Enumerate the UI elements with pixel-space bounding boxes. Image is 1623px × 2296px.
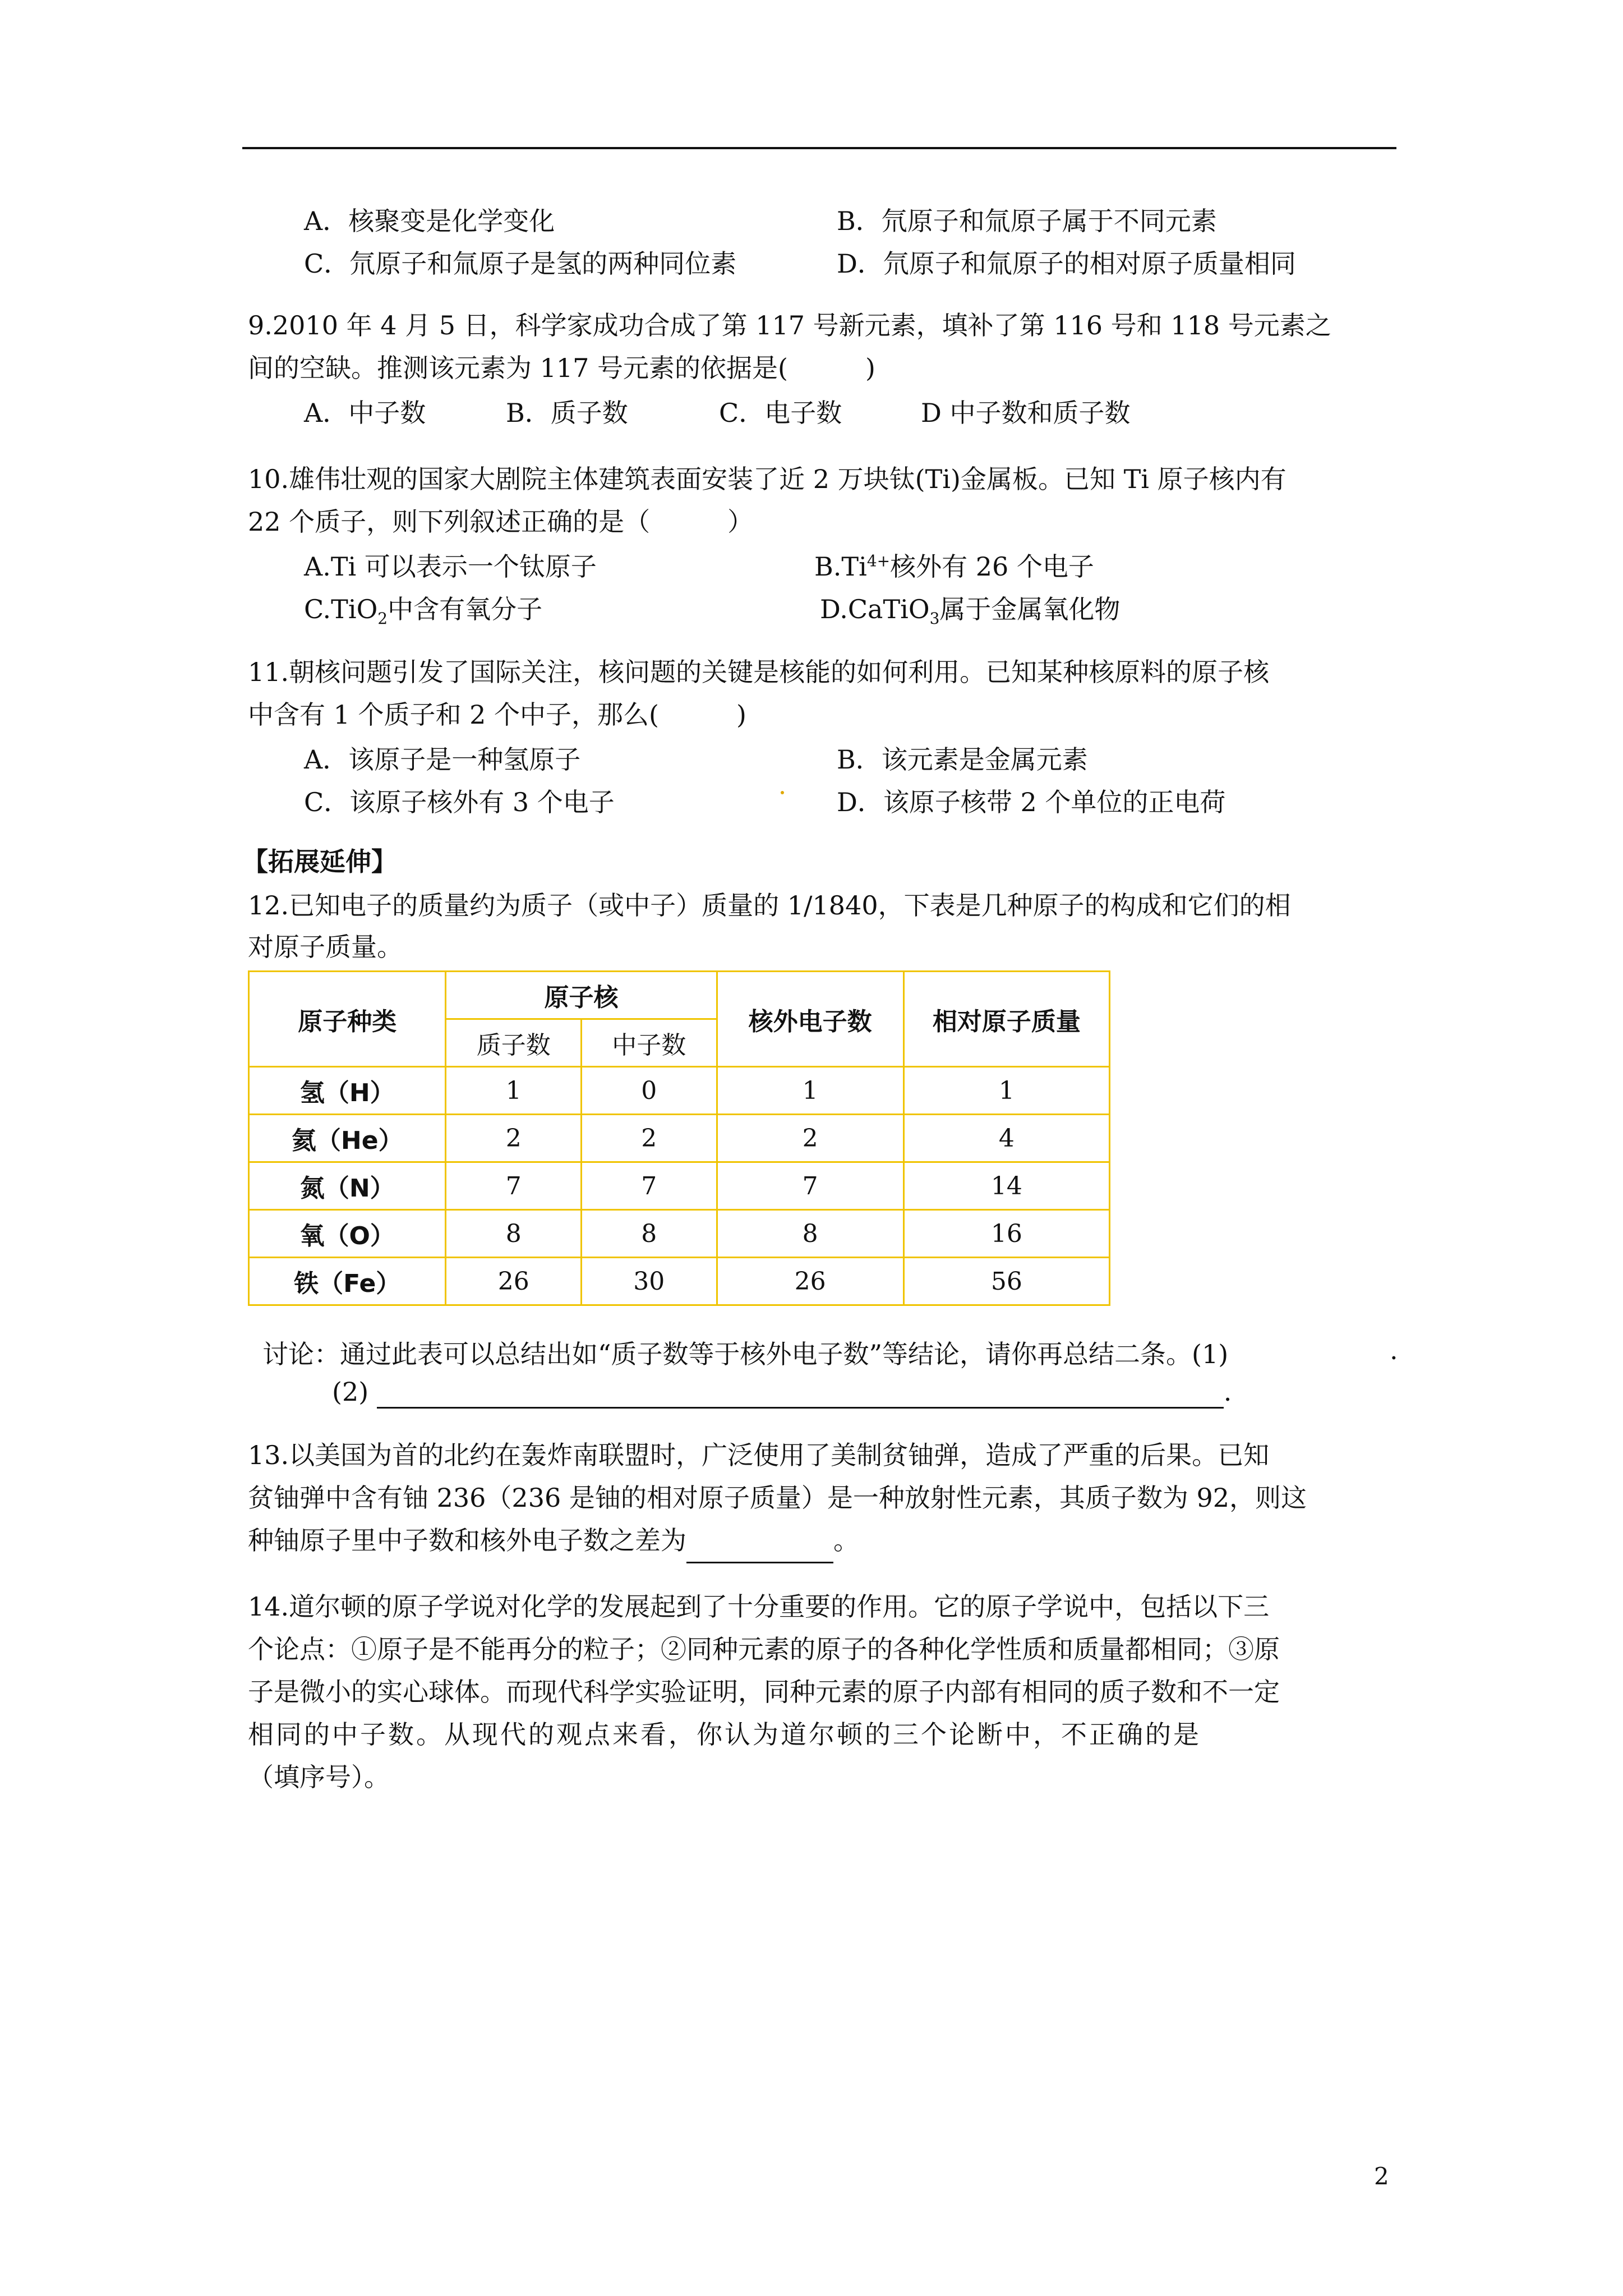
table-row <box>249 1258 1110 1305</box>
q10-option-a: A.Ti 可以表示一个钛原子 <box>304 551 597 582</box>
cell-name: 氧（O） <box>249 1210 446 1258</box>
cell-neutrons: 8 <box>582 1210 717 1258</box>
stray-dot <box>781 791 784 794</box>
cell-name: 氦（He） <box>249 1115 446 1162</box>
q13-line-1: 13.以美国为首的北约在轰炸南联盟时，广泛使用了美制贫铀弹，造成了严重的后果。已知 <box>248 1440 1270 1470</box>
cell-mass: 56 <box>903 1258 1109 1305</box>
table-row <box>249 1210 1110 1258</box>
atom-table <box>248 970 1110 1306</box>
q11-line-1: 11.朝核问题引发了国际关注，核问题的关键是核能的如何利用。已知某种核原料的原子核 <box>248 657 1270 687</box>
cell-protons: 7 <box>446 1162 582 1210</box>
cell-neutrons: 0 <box>582 1067 717 1115</box>
cell-name: 氮（N） <box>249 1162 446 1210</box>
q12-line-2: 对原子质量。 <box>248 932 403 962</box>
header-atom-type: 原子种类 <box>249 972 446 1067</box>
q10-option-d: D.CaTiO$_3$属于金属氧化物 <box>820 594 1121 628</box>
q12-discussion: 讨论：通过此表可以总结出如“质子数等于核外电子数”等结论，请你再总结二条。(1) <box>262 1339 1229 1369</box>
cell-electrons: 7 <box>717 1162 903 1210</box>
table-row <box>249 1115 1110 1162</box>
q14-line-2: 个论点：①原子是不能再分的粒子；②同种元素的原子的各种化学性质和质量都相同；③原 <box>248 1634 1280 1664</box>
page-number: 2 <box>1374 2162 1389 2190</box>
q8-option-b: B．氘原子和氚原子属于不同元素 <box>837 206 1217 236</box>
cell-protons: 26 <box>446 1258 582 1305</box>
q10-line-2: 22 个质子，则下列叙述正确的是（ ） <box>248 507 754 537</box>
q12-item-2: (2) . <box>332 1377 1232 1409</box>
q12-discussion-dot: . <box>1390 1335 1398 1365</box>
q10-option-b: $B.Ti^{4+}$核外有 26 个电子 <box>814 551 1094 582</box>
cell-neutrons: 7 <box>582 1162 717 1210</box>
cell-mass: 14 <box>903 1162 1109 1210</box>
q11-option-a: A．该原子是一种氢原子 <box>304 744 581 775</box>
answer-blank[interactable] <box>377 1377 1224 1409</box>
q14-line-1: 14.道尔顿的原子学说对化学的发展起到了十分重要的作用。它的原子学说中，包括以下三 <box>248 1591 1270 1622</box>
header-rule <box>242 147 1396 149</box>
cell-neutrons: 30 <box>582 1258 717 1305</box>
q9-line-1: 9.2010 年 4 月 5 日，科学家成功合成了第 117 号新元素，填补了第 116 号和 118 号元素之 <box>248 310 1331 341</box>
cell-name: 铁（Fe） <box>249 1258 446 1305</box>
cell-protons: 2 <box>446 1115 582 1162</box>
q14-line-4: 相同的中子数。从现代的观点来看，你认为道尔顿的三个论断中，不正确的是 <box>248 1719 1201 1750</box>
cell-neutrons: 2 <box>582 1115 717 1162</box>
cell-protons: 8 <box>446 1210 582 1258</box>
header-relative-mass: 相对原子质量 <box>903 972 1109 1067</box>
cell-electrons: 26 <box>717 1258 903 1305</box>
header-protons: 质子数 <box>446 1019 582 1067</box>
q8-option-d: D．氘原子和氚原子的相对原子质量相同 <box>837 249 1296 279</box>
cell-mass: 16 <box>903 1210 1109 1258</box>
cell-protons: 1 <box>446 1067 582 1115</box>
answer-blank[interactable] <box>686 1519 833 1563</box>
q9-line-2: 间的空缺。推测该元素为 117 号元素的依据是( ) <box>248 353 875 383</box>
q9-option-d: D 中子数和质子数 <box>921 398 1131 428</box>
q13-line-2: 贫铀弹中含有铀 236（236 是铀的相对原子质量）是一种放射性元素，其质子数为 92，则这 <box>248 1483 1307 1513</box>
table-row <box>249 1162 1110 1210</box>
q13-line-3: 种铀原子里中子数和核外电子数之差为 。 <box>248 1519 859 1563</box>
cell-mass: 4 <box>903 1115 1109 1162</box>
q8-option-c: C．氘原子和氚原子是氢的两种同位素 <box>304 249 737 279</box>
q9-option-b: B．质子数 <box>506 398 628 428</box>
q10-line-1: 10.雄伟壮观的国家大剧院主体建筑表面安装了近 2 万块钛(Ti)金属板。已知 Ti 原子核内有 <box>248 464 1287 494</box>
section-title: 【拓展延伸】 <box>242 846 397 877</box>
cell-name: 氢（H） <box>249 1067 446 1115</box>
q11-line-2: 中含有 1 个质子和 2 个中子，那么( ) <box>248 700 746 730</box>
q14-line-5: （填序号）。 <box>248 1762 390 1792</box>
q11-option-c: C．该原子核外有 3 个电子 <box>304 787 615 817</box>
q9-option-c: C．电子数 <box>719 398 842 428</box>
header-electrons: 核外电子数 <box>717 972 903 1067</box>
cell-mass: 1 <box>903 1067 1109 1115</box>
q11-option-d: D．该原子核带 2 个单位的正电荷 <box>837 787 1226 817</box>
q12-line-1: 12.已知电子的质量约为质子（或中子）质量的 1/1840，下表是几种原子的构成和它们的相 <box>248 890 1291 921</box>
q10-option-c: C.TiO$_2$中含有氧分子 <box>304 594 543 628</box>
cell-electrons: 8 <box>717 1210 903 1258</box>
q11-option-b: B．该元素是金属元素 <box>837 744 1088 775</box>
header-neutrons: 中子数 <box>582 1019 717 1067</box>
cell-electrons: 1 <box>717 1067 903 1115</box>
header-nucleus: 原子核 <box>446 972 717 1019</box>
q8-option-a: A．核聚变是化学变化 <box>304 206 555 236</box>
q9-option-a: A．中子数 <box>304 398 426 428</box>
cell-electrons: 2 <box>717 1115 903 1162</box>
q14-line-3: 子是微小的实心球体。而现代科学实验证明，同种元素的原子内部有相同的质子数和不一定 <box>248 1677 1280 1707</box>
table-row <box>249 1067 1110 1115</box>
